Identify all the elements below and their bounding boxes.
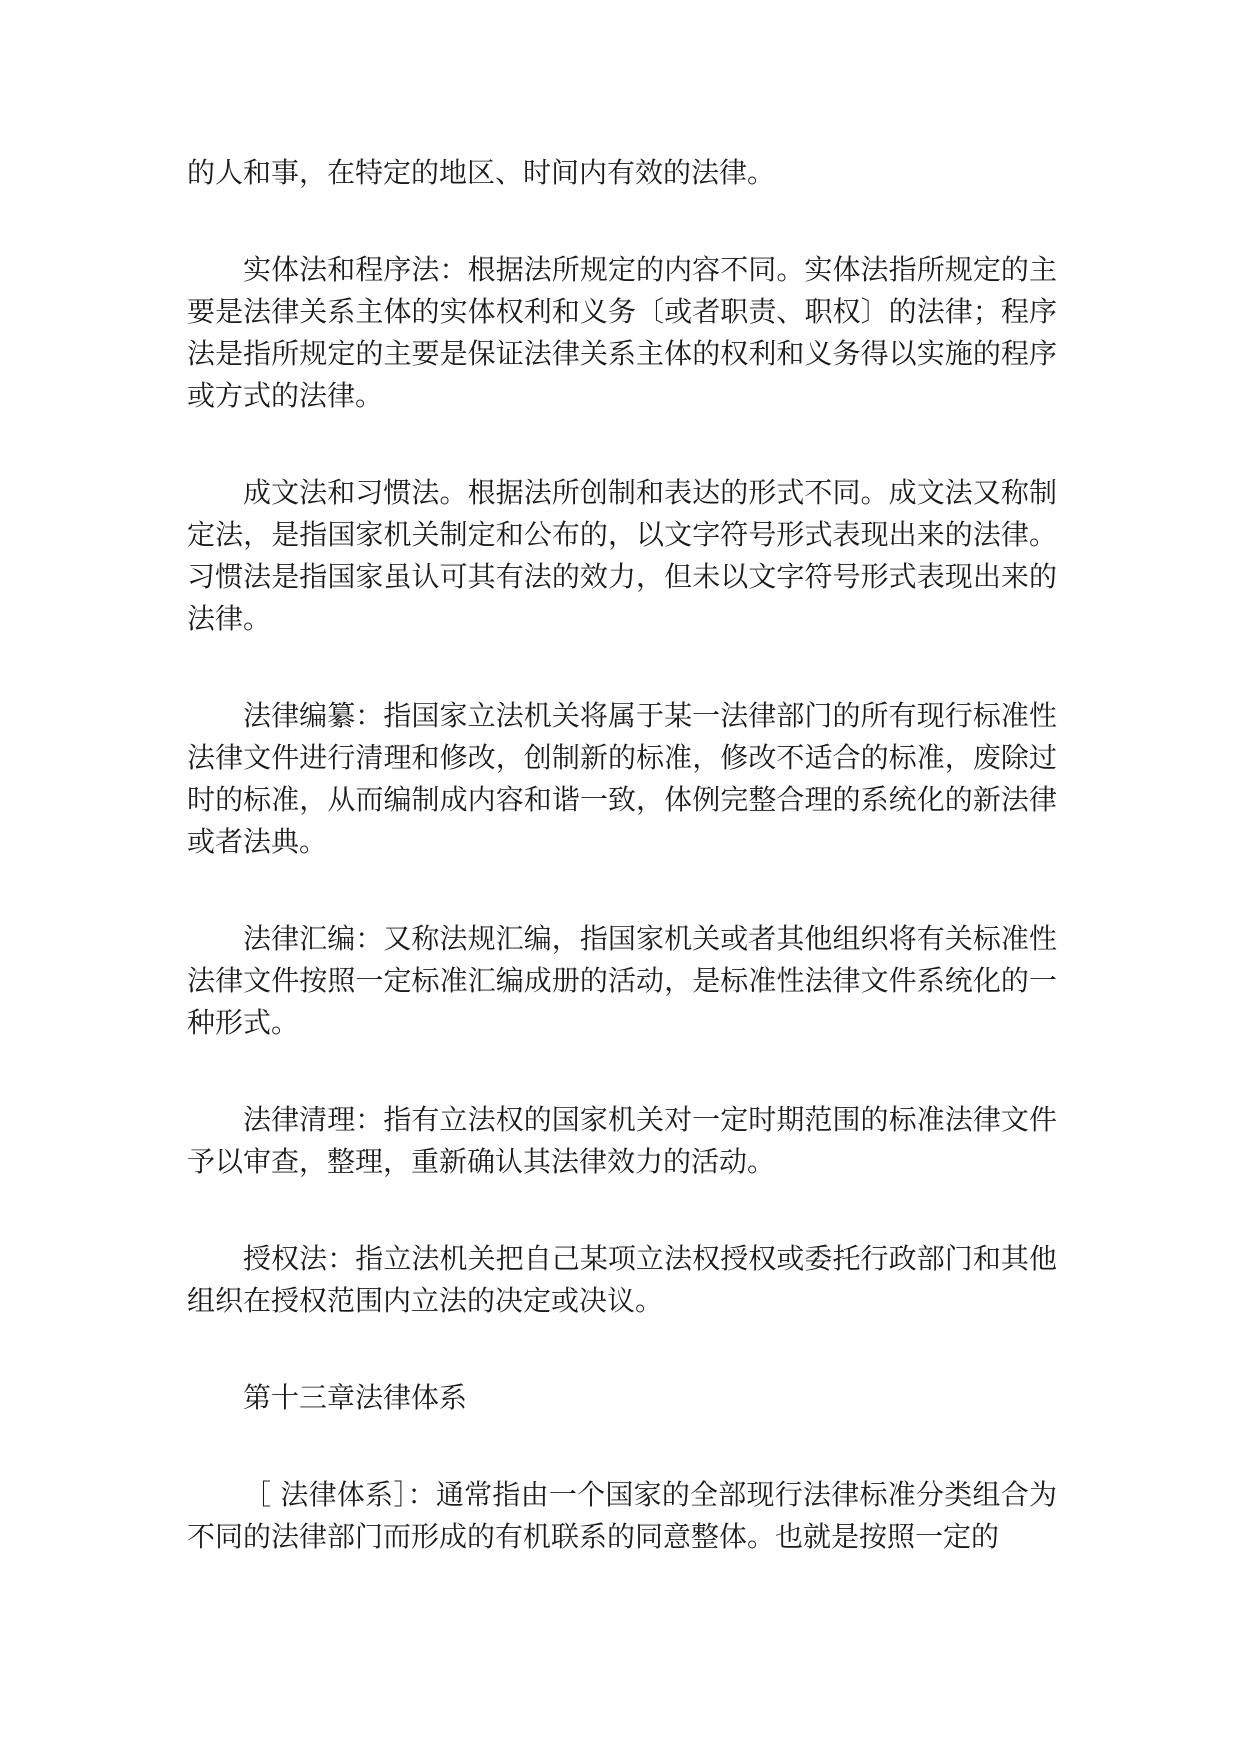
paragraph-substantive-procedural-law: 实体法和程序法：根据法所规定的内容不同。实体法指所规定的主要是法律关系主体的实体权利和义务〔或者职责、职权〕的法律；程序法是指所规定的主要是保证法律关系主体的权利和义务得以实施的程序或方式的法律。 xyxy=(187,253,1057,412)
document-body xyxy=(187,152,1057,1613)
paragraph-compilation: 法律汇编：又称法规汇编，指国家机关或者其他组织将有关标准性法律文件按照一定标准汇编成册的活动，是标准性法律文件系统化的一种形式。 xyxy=(187,922,1057,1039)
paragraph-legal-system: ［ 法律体系］：通常指由一个国家的全部现行法律标准分类组合为不同的法律部门而形成的有机联系的同意整体。也就是按照一定的 xyxy=(187,1478,1057,1553)
paragraph-continuation: 的人和事，在特定的地区、时间内有效的法律。 xyxy=(187,156,776,189)
chapter-heading: 第十三章法律体系 xyxy=(243,1381,468,1414)
paragraph-law-review: 法律清理：指有立法权的国家机关对一定时期范围的标准法律文件予以审查，整理，重新确认其法律效力的活动。 xyxy=(187,1103,1057,1178)
paragraph-codification: 法律编纂：指国家立法机关将属于某一法律部门的所有现行标准性法律文件进行清理和修改，创制新的标准，修改不适合的标准，废除过时的标准，从而编制成内容和谐一致，体例完整合理的系统化的新法律或者法典。 xyxy=(187,699,1057,858)
paragraph-delegated-law: 授权法：指立法机关把自己某项立法权授权或委托行政部门和其他组织在授权范围内立法的决定或决议。 xyxy=(187,1242,1057,1317)
paragraph-written-customary-law: 成文法和习惯法。根据法所创制和表达的形式不同。成文法又称制定法，是指国家机关制定和公布的，以文字符号形式表现出来的法律。习惯法是指国家虽认可其有法的效力，但未以文字符号形式表现出来的法律。 xyxy=(187,476,1057,635)
